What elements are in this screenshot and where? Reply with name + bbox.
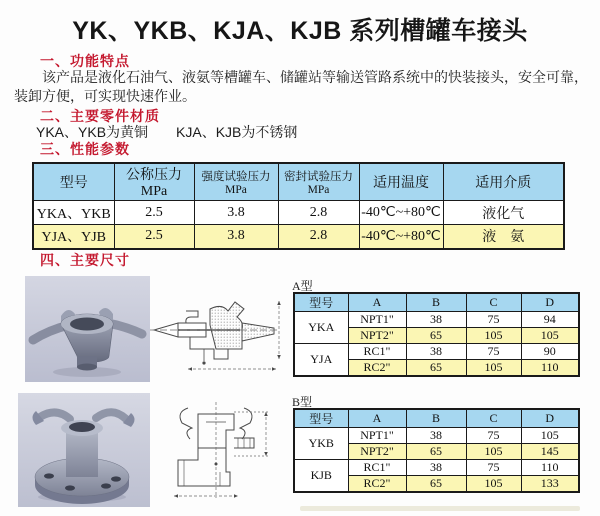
dim-cell: 75 (466, 428, 521, 444)
dim-cell: NPT1" (348, 312, 406, 328)
section-features-heading: 一、功能特点 (40, 53, 130, 69)
dim-header-d: D (521, 409, 579, 428)
perf-cell-nominal: 2.5 (114, 225, 194, 249)
technical-drawing-b-icon (158, 398, 282, 502)
dim-a-row (294, 344, 579, 360)
dim-cell: 90 (521, 344, 579, 360)
performance-row-yja-yjb (33, 225, 564, 249)
dim-a-row (294, 312, 579, 328)
dimension-table-type-a (293, 292, 580, 377)
dim-cell: 38 (406, 428, 466, 444)
type-b-table-label: B型 (292, 395, 313, 409)
dim-cell: NPT2" (348, 444, 406, 460)
dim-header-model: 型号 (294, 409, 348, 428)
dim-cell: 65 (406, 328, 466, 344)
type-a-table-label: A型 (292, 279, 313, 293)
perf-header-seal-pressure: 密封试验压力MPa (278, 163, 359, 201)
dim-cell: RC1" (348, 460, 406, 476)
dim-cell: RC2" (348, 476, 406, 493)
performance-table (32, 162, 565, 250)
materials-text: YKA、YKB为黄铜 KJA、KJB为不锈钢 (36, 124, 298, 140)
dim-cell: 105 (466, 444, 521, 460)
section-drawing-type-a (148, 285, 284, 375)
dim-cell: 105 (466, 476, 521, 493)
page-title: YK、YKB、KJA、KJB 系列槽罐车接头 (72, 17, 528, 45)
dim-cell: 38 (406, 460, 466, 476)
dim-header-b: B (406, 293, 466, 312)
dim-cell: 38 (406, 312, 466, 328)
dim-header-b: B (406, 409, 466, 428)
section-performance-heading: 三、性能参数 (40, 141, 130, 157)
perf-cell-model: YKA、YKB (33, 201, 114, 225)
dim-header-c: C (466, 293, 521, 312)
perf-header-temperature: 适用温度 (359, 163, 443, 201)
dim-cell: 75 (466, 344, 521, 360)
dim-model-cell: YKA (294, 312, 348, 344)
dim-cell: 133 (521, 476, 579, 493)
perf-cell-strength: 3.8 (194, 225, 278, 249)
perf-header-strength-pressure: 强度试验压力MPa (194, 163, 278, 201)
dim-cell: 105 (521, 428, 579, 444)
product-photo-type-b (18, 393, 150, 507)
dim-b-header-row (294, 409, 579, 428)
perf-cell-nominal: 2.5 (114, 201, 194, 225)
dim-cell: RC1" (348, 344, 406, 360)
perf-cell-medium: 液化气 (443, 201, 564, 225)
dim-header-a: A (348, 293, 406, 312)
section-drawing-type-b (158, 398, 282, 502)
perf-header-medium: 适用介质 (443, 163, 564, 201)
dim-cell: 75 (466, 312, 521, 328)
section-dimensions-heading: 四、主要尺寸 (40, 252, 130, 268)
dim-cell: 110 (521, 360, 579, 377)
dim-cell: 105 (466, 360, 521, 377)
dim-cell: 94 (521, 312, 579, 328)
flanged-coupling-photo-icon (18, 393, 150, 507)
perf-cell-temp: -40℃~+80℃ (359, 201, 443, 225)
dimension-table-type-b (293, 408, 580, 493)
product-photo-type-a (25, 276, 150, 382)
performance-row-yka-ykb (33, 201, 564, 225)
perf-cell-strength: 3.8 (194, 201, 278, 225)
dim-cell: 145 (521, 444, 579, 460)
dim-cell: 65 (406, 476, 466, 493)
technical-drawing-a-icon (148, 285, 284, 375)
dim-model-cell: YJA (294, 344, 348, 377)
dim-cell: NPT1" (348, 428, 406, 444)
perf-header-nominal-pressure: 公称压力 MPa (114, 163, 194, 201)
scan-shadow-artifact (300, 506, 580, 511)
cam-coupling-photo-icon (25, 276, 150, 382)
dim-a-header-row (294, 293, 579, 312)
dim-model-cell: YKB (294, 428, 348, 460)
dim-model-cell: KJB (294, 460, 348, 493)
dim-header-d: D (521, 293, 579, 312)
dim-b-row (294, 460, 579, 476)
dim-cell: 38 (406, 344, 466, 360)
perf-header-model: 型号 (33, 163, 114, 201)
dim-header-c: C (466, 409, 521, 428)
features-paragraph: 该产品是液化石油气、液氨等槽罐车、储罐站等输送管路系统中的快装接头，安全可靠，装卸方便，可实现快速作业。 (14, 69, 588, 104)
perf-cell-seal: 2.8 (278, 201, 359, 225)
dim-cell: 75 (466, 460, 521, 476)
perf-cell-temp: -40℃~+80℃ (359, 225, 443, 249)
perf-cell-model: YJA、YJB (33, 225, 114, 249)
dim-cell: RC2" (348, 360, 406, 377)
dim-cell: 65 (406, 444, 466, 460)
dim-cell: 65 (406, 360, 466, 377)
dim-cell: 105 (521, 328, 579, 344)
dim-header-a: A (348, 409, 406, 428)
section-materials-heading: 二、主要零件材质 (40, 108, 160, 124)
perf-cell-medium: 液 氨 (443, 225, 564, 249)
dim-header-model: 型号 (294, 293, 348, 312)
perf-cell-seal: 2.8 (278, 225, 359, 249)
dim-cell: 110 (521, 460, 579, 476)
performance-header-row (33, 163, 564, 201)
dim-cell: 105 (466, 328, 521, 344)
dim-cell: NPT2" (348, 328, 406, 344)
dim-b-row (294, 428, 579, 444)
